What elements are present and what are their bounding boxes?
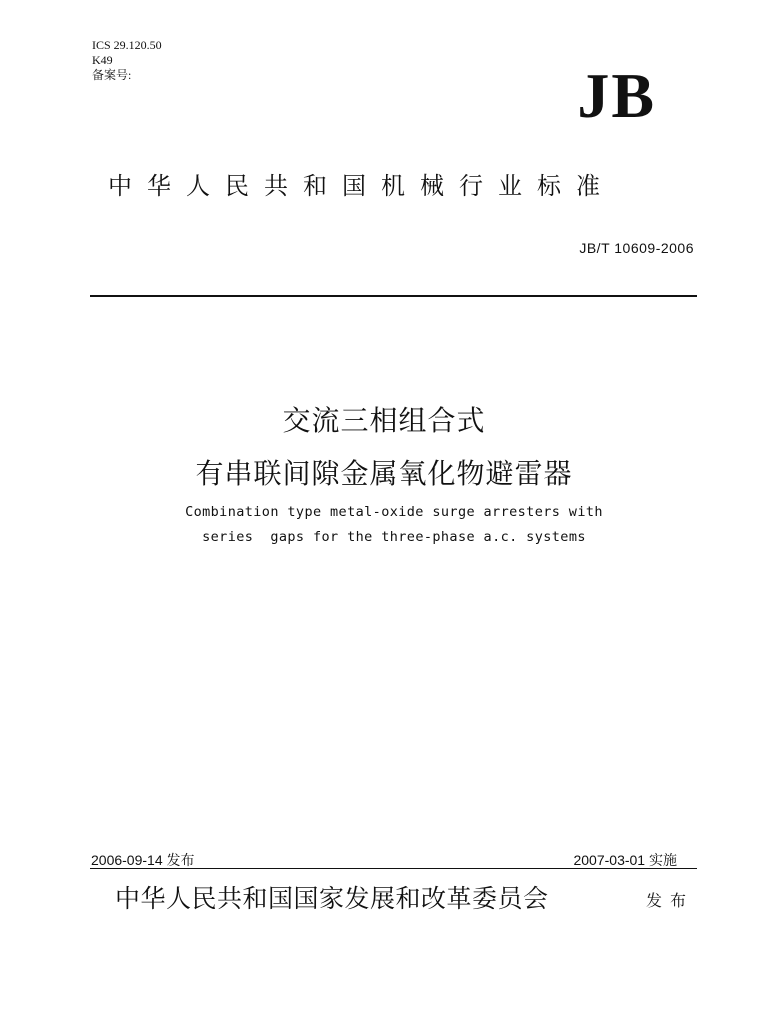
footer-divider — [90, 868, 697, 869]
english-title-line-2: series gaps for the three-phase a.c. systems — [202, 529, 586, 545]
header-divider — [90, 295, 697, 297]
implementation-date: 2007-03-01 实施 — [573, 852, 677, 868]
publisher-name: 中华人民共和国国家发展和改革委员会 — [115, 884, 549, 913]
english-title-line-1: Combination type metal-oxide surge arresters with — [185, 504, 603, 520]
standard-brand-logo: JB — [577, 60, 656, 131]
record-number-label: 备案号: — [92, 68, 132, 82]
issue-date: 2006-09-14 发布 — [91, 852, 195, 868]
standard-number: JB/T 10609-2006 — [579, 240, 694, 256]
metadata-block — [92, 38, 162, 83]
document-title-line-2: 有串联间隙金属氧化物避雷器 — [195, 457, 573, 490]
document-title-line-1: 交流三相组合式 — [282, 404, 486, 437]
classification-code: K49 — [92, 53, 113, 67]
organization-title: 中华人民共和国机械行业标准 — [108, 172, 615, 200]
publisher-action: 发布 — [646, 891, 695, 910]
ics-code: ICS 29.120.50 — [92, 38, 162, 52]
